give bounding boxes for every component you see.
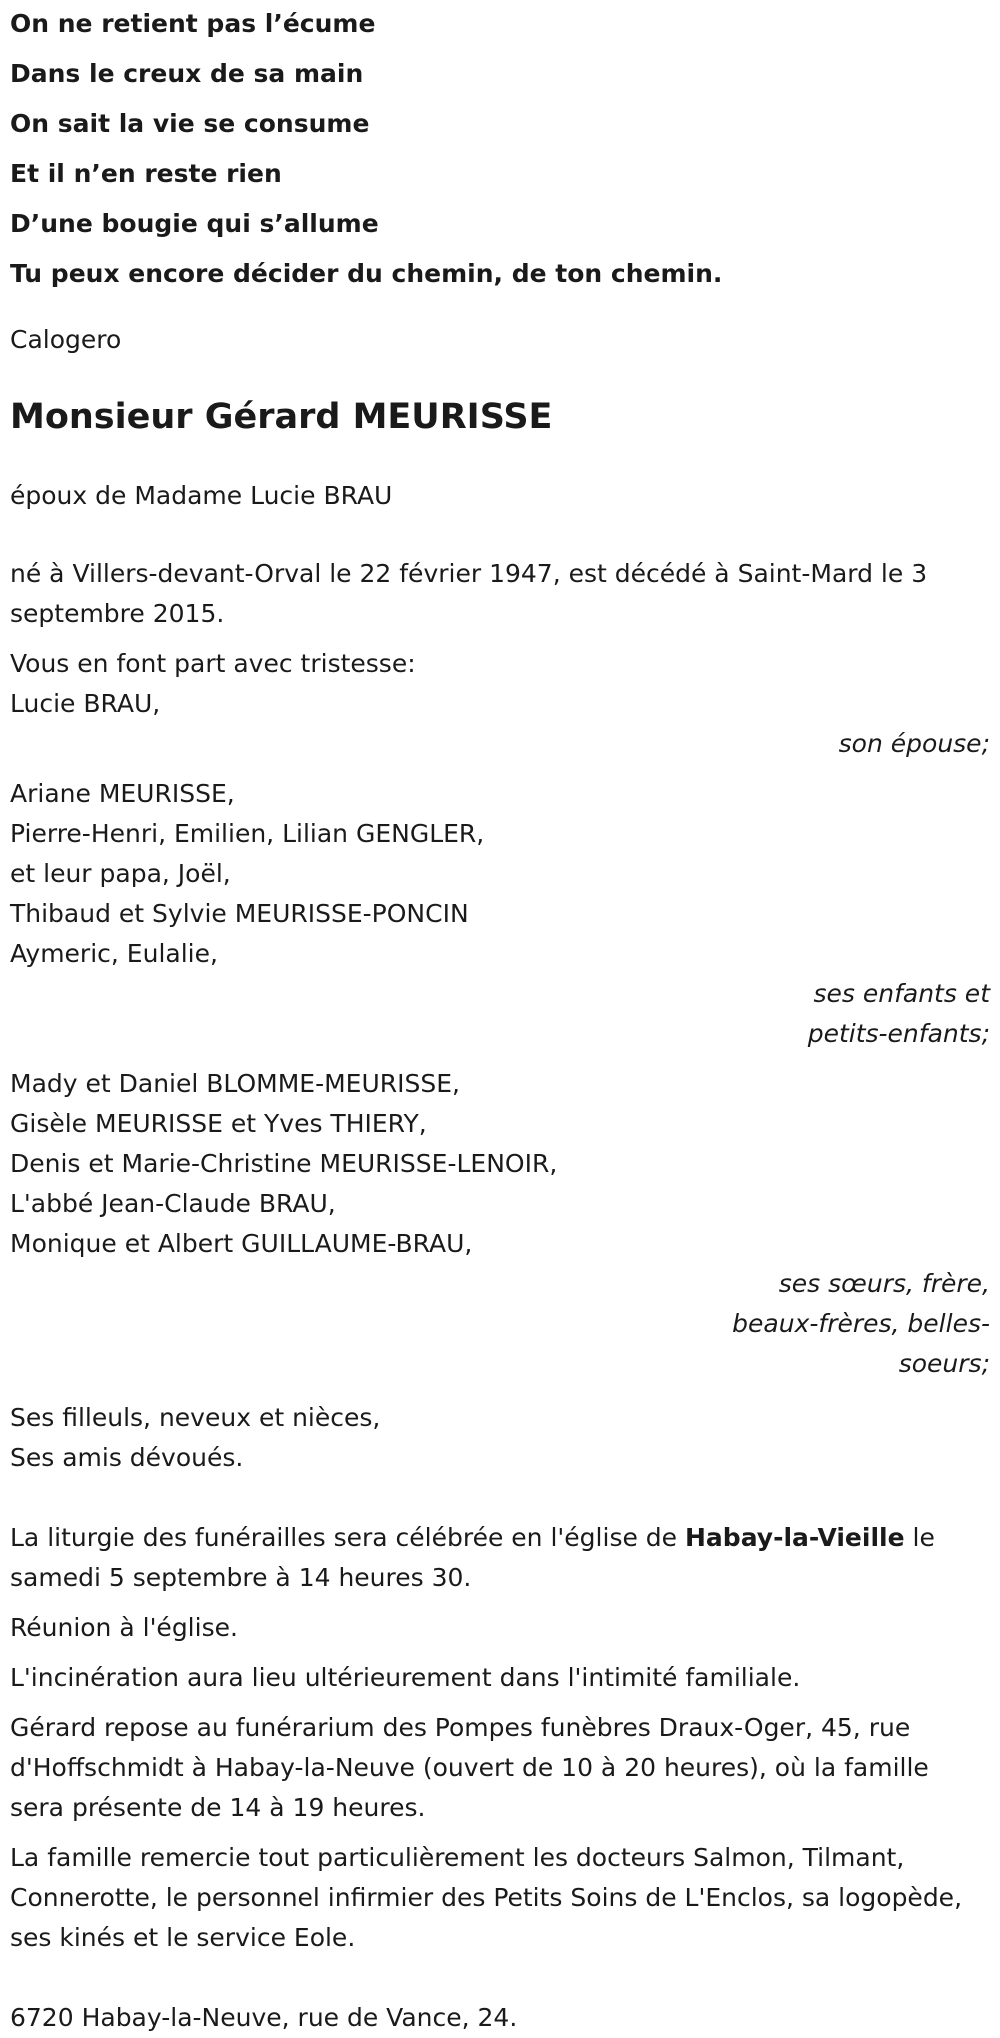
meeting-paragraph: Réunion à l'église.: [10, 1613, 238, 1642]
family-role-text: ses enfants et petits-enfants;: [807, 979, 990, 1048]
poem-line: Tu peux encore décider du chemin, de ton chemin.: [10, 259, 723, 288]
family-role: [10, 974, 990, 1054]
address: 6720 Habay-la-Neuve, rue de Vance, 24.: [10, 2003, 518, 2032]
family-others-group: [10, 1398, 990, 1478]
family-role: [10, 1264, 990, 1384]
poem-line: Et il n’en reste rien: [10, 159, 282, 188]
family-name: Mady et Daniel BLOMME-MEURISSE,: [10, 1069, 460, 1098]
family-name: Thibaud et Sylvie MEURISSE-PONCIN: [10, 899, 469, 928]
announcement: Vous en font part avec tristesse:: [10, 649, 416, 678]
family-spouse-group: [10, 684, 990, 764]
family-name: Ses filleuls, neveux et nièces,: [10, 1403, 381, 1432]
poem-line: D’une bougie qui s’allume: [10, 209, 379, 238]
family-name: Gisèle MEURISSE et Yves THIERY,: [10, 1109, 427, 1138]
poem-author: Calogero: [10, 325, 122, 354]
thanks-paragraph: La famille remercie tout particulièrement les docteurs Salmon, Tilmant, Connerotte, le personnel infirmier des Petits Soins de L'Enclos, sa logopède, ses kinés et le service Eole.: [10, 1843, 963, 1952]
family-name: L'abbé Jean-Claude BRAU,: [10, 1189, 336, 1218]
liturgy-paragraph: [10, 1518, 990, 1598]
poem: [10, 4, 990, 294]
liturgy-text-after: le samedi 5 septembre à 14 heures 30.: [10, 1523, 935, 1592]
family-name: Ariane MEURISSE,: [10, 779, 235, 808]
poem-line: On sait la vie se consume: [10, 109, 370, 138]
obituary-content: [10, 4, 990, 2038]
cremation-paragraph: L'incinération aura lieu ultérieurement dans l'intimité familiale.: [10, 1663, 801, 1692]
family-name: Lucie BRAU,: [10, 689, 161, 718]
family-name: Aymeric, Eulalie,: [10, 939, 218, 968]
birth-death-line: né à Villers-devant-Orval le 22 février 1947, est décédé à Saint-Mard le 3 septembre 2015.: [10, 559, 928, 628]
poem-line: Dans le creux de sa main: [10, 59, 364, 88]
family-siblings-group: [10, 1064, 990, 1384]
spouse-line: époux de Madame Lucie BRAU: [10, 481, 393, 510]
repose-paragraph: Gérard repose au funérarium des Pompes funèbres Draux-Oger, 45, rue d'Hoffschmidt à Habay-la-Neuve (ouvert de 10 à 20 heures), où la famille sera présente de 14 à 19 heures.: [10, 1713, 929, 1822]
funeral-details: [10, 1518, 990, 1958]
family-children-group: [10, 774, 990, 1054]
family-role: [10, 724, 990, 764]
family-role-text: ses sœurs, frère, beaux-frères, belles-soeurs;: [732, 1269, 990, 1378]
liturgy-text-before: La liturgie des funérailles sera célébrée en l'église de: [10, 1523, 685, 1552]
family-name: Ses amis dévoués.: [10, 1443, 244, 1472]
liturgy-place: Habay-la-Vieille: [685, 1523, 905, 1552]
family-name: et leur papa, Joël,: [10, 859, 231, 888]
family-name: Denis et Marie-Christine MEURISSE-LENOIR,: [10, 1149, 558, 1178]
family-role-text: son épouse;: [838, 729, 990, 758]
deceased-name: Monsieur Gérard MEURISSE: [10, 397, 553, 437]
family-name: Pierre-Henri, Emilien, Lilian GENGLER,: [10, 819, 485, 848]
family-name: Monique et Albert GUILLAUME-BRAU,: [10, 1229, 473, 1258]
poem-line: On ne retient pas l’écume: [10, 9, 376, 38]
